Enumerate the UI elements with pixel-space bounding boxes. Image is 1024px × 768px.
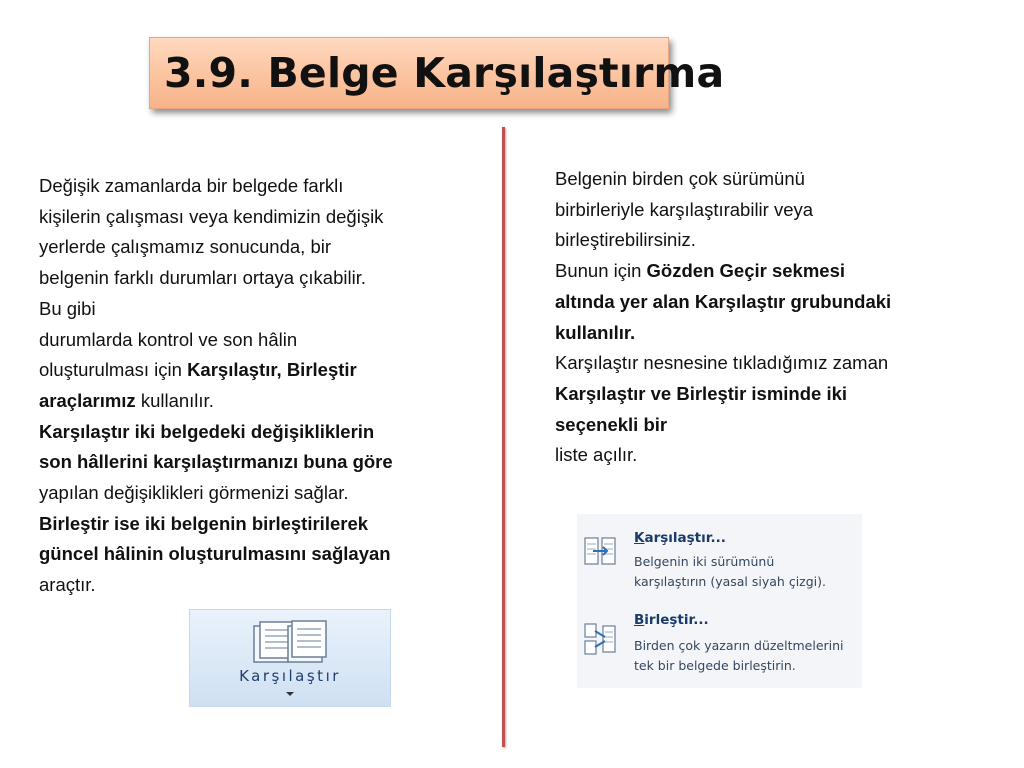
bold-text-segment: seçenekli bir	[555, 413, 668, 435]
text-line	[555, 379, 975, 410]
right-column-text	[555, 164, 975, 471]
text-line	[39, 294, 479, 325]
bold-text-segment: Gözden Geçir sekmesi	[646, 260, 845, 282]
text-segment: araçtır.	[39, 574, 96, 596]
bold-text-segment: Birleştir ise iki belgenin birleştirilerek	[39, 512, 369, 534]
text-line	[39, 386, 479, 417]
text-line	[555, 287, 975, 318]
text-line	[555, 256, 975, 287]
ribbon-button-label: Karşılaştır	[239, 667, 341, 685]
text-segment: yerlerde çalışmamız sonucunda, bir	[39, 236, 332, 258]
text-segment: yapılan değişiklikleri görmenizi sağlar.	[39, 482, 349, 504]
text-line	[39, 570, 479, 601]
documents-compare-icon	[248, 616, 330, 666]
menu-item-description-line: tek bir belgede birleştirin.	[634, 658, 796, 673]
left-column-text	[39, 171, 479, 601]
text-segment: liste açılır.	[555, 444, 638, 466]
text-line	[39, 202, 479, 233]
text-segment: Karşılaştır nesnesine tıkladığımız zaman	[555, 352, 889, 374]
text-segment: kullanılır.	[135, 389, 214, 411]
menu-item-title: Birleştir...	[634, 612, 709, 628]
bold-text-segment: son hâllerini karşılaştırmanızı buna göre	[39, 451, 393, 473]
text-segment: belgenin farklı durumları ortaya çıkabilir.	[39, 267, 366, 289]
text-line	[39, 447, 479, 478]
text-line	[555, 440, 975, 471]
menu-item-description-line: Belgenin iki sürümünü	[634, 554, 775, 569]
text-segment: birleştirebilirsiniz.	[555, 229, 696, 251]
text-line	[555, 195, 975, 226]
menu-item-karsilastir[interactable]	[577, 520, 862, 600]
compare-icon	[583, 534, 617, 568]
compare-dropdown-menu	[577, 514, 862, 688]
bold-text-segment: araçlarımız	[39, 389, 136, 411]
text-line	[39, 232, 479, 263]
text-line	[39, 417, 479, 448]
bold-text-segment: Karşılaştır ve Birleştir isminde iki	[555, 382, 848, 404]
text-line	[39, 325, 479, 356]
text-line	[39, 509, 479, 540]
text-line	[555, 348, 975, 379]
title-box	[149, 37, 725, 109]
menu-item-birlestir[interactable]	[577, 606, 862, 686]
text-segment: durumlarda kontrol ve son hâlin	[39, 328, 298, 350]
page-title: 3.9. Belge Karşılaştırma	[164, 49, 725, 97]
menu-item-description-line: Birden çok yazarın düzeltmelerini	[634, 638, 844, 653]
text-segment: Değişik zamanlarda bir belgede farklı	[39, 175, 344, 196]
text-line	[39, 171, 479, 202]
bold-text-segment: güncel hâlinin oluşturulmasını sağlayan	[39, 543, 391, 565]
karsilastir-ribbon-button[interactable]	[189, 609, 391, 707]
bold-text-segment: altında yer alan Karşılaştır grubundaki	[555, 290, 892, 312]
dropdown-arrow-icon	[286, 692, 294, 696]
text-line	[555, 225, 975, 256]
text-line	[555, 164, 975, 195]
merge-icon	[583, 622, 617, 656]
bold-text-segment: Karşılaştır, Birleştir	[187, 359, 357, 381]
text-line	[555, 318, 975, 349]
text-segment: Bu gibi	[39, 297, 96, 319]
menu-item-description-line: karşılaştırın (yasal siyah çizgi).	[634, 574, 826, 589]
text-segment: Belgenin birden çok sürümünü	[555, 168, 805, 189]
text-segment: Bunun için	[555, 260, 647, 282]
text-line	[39, 263, 479, 294]
bold-text-segment: kullanılır.	[555, 321, 636, 343]
text-line	[39, 539, 479, 570]
text-line	[39, 478, 479, 509]
text-line	[39, 355, 479, 386]
menu-item-title: Karşılaştır...	[634, 530, 726, 546]
text-line	[555, 410, 975, 441]
bold-text-segment: Karşılaştır iki belgedeki değişikliklerin	[39, 420, 375, 442]
column-divider	[502, 127, 505, 747]
text-segment: oluşturulması için	[39, 359, 188, 381]
text-segment: kişilerin çalışması veya kendimizin değişik	[39, 205, 384, 227]
text-segment: birbirleriyle karşılaştırabilir veya	[555, 198, 814, 220]
